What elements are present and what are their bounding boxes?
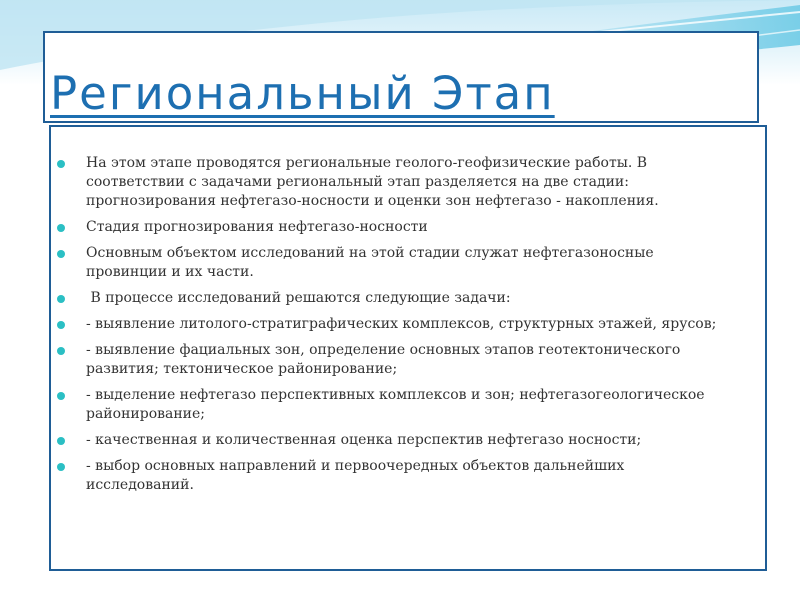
list-item-text: - качественная и количественная оценка перспектив нефтегазо носности;	[86, 432, 642, 448]
list-item-text: - выявление литолого-стратиграфических комплексов, структурных этажей, ярусов;	[86, 316, 717, 332]
slide-title: Региональный Этап	[50, 67, 555, 120]
list-item-text: - выбор основных направлений и первоочередных объектов дальнейших исследований.	[86, 458, 625, 493]
list-item	[54, 154, 734, 211]
bullet-icon	[57, 321, 65, 329]
bullet-icon	[57, 224, 65, 232]
bullet-icon	[57, 463, 65, 471]
list-item	[54, 431, 734, 450]
bullet-icon	[57, 295, 65, 303]
list-item	[54, 244, 734, 282]
list-item-text: Основным объектом исследований на этой стадии служат нефтегазоносные провинции и их части.	[86, 245, 654, 280]
bullet-icon	[57, 347, 65, 355]
bullet-icon	[57, 392, 65, 400]
bullet-list	[54, 154, 734, 502]
list-item	[54, 218, 734, 237]
bullet-icon	[57, 250, 65, 258]
content-frame	[49, 125, 767, 571]
list-item	[54, 315, 734, 334]
list-item	[54, 386, 734, 424]
list-item	[54, 457, 734, 495]
list-item-text: В процессе исследований решаются следующие задачи:	[86, 290, 511, 306]
bullet-icon	[57, 160, 65, 168]
bullet-icon	[57, 437, 65, 445]
list-item-text: - выявление фациальных зон, определение основных этапов геотектонического развития; тектоническое районирование;	[86, 342, 681, 377]
list-item-text: На этом этапе проводятся региональные геолого-геофизические работы. В соответствии с задачами региональный этап разделяется на две стадии: прогнозирования нефтегазо-носности и оценки зон нефтегазо - накопления.	[86, 155, 659, 209]
list-item-text: Стадия прогнозирования нефтегазо-носности	[86, 219, 428, 235]
title-frame	[43, 31, 759, 123]
list-item	[54, 289, 734, 308]
list-item	[54, 341, 734, 379]
list-item-text: - выделение нефтегазо перспективных комплексов и зон; нефтегазогеологическое районирование;	[86, 387, 705, 422]
